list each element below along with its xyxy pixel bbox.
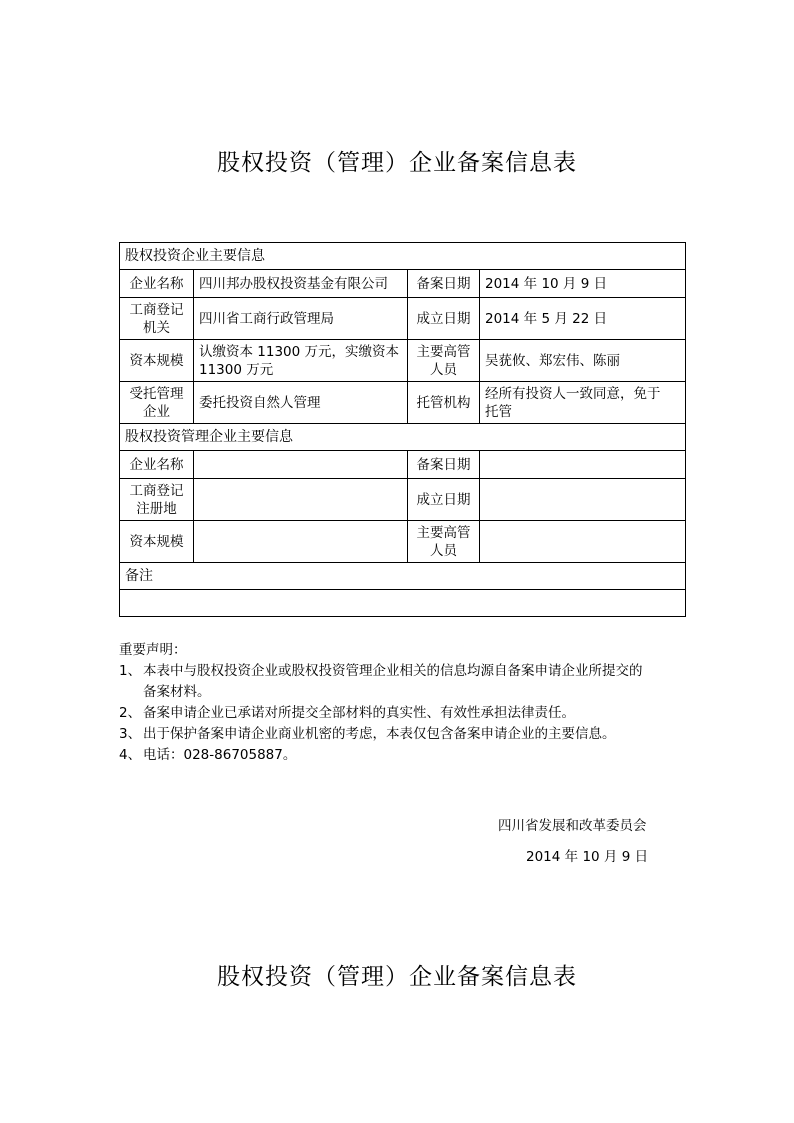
value-enterprise-name [194,451,408,479]
value-registration-authority: 四川省工商行政管理局 [194,298,408,340]
notice-item [119,745,699,766]
label-line: 企业 [143,403,170,420]
section-heading-investment-enterprise: 股权投资企业主要信息 [120,243,686,270]
value-entrusted-management: 委托投资自然人管理 [194,382,408,424]
value-custodian [480,382,686,424]
notice-item [119,661,699,703]
value-line: 11300 万元 [199,361,274,378]
value-capital-scale [194,340,408,382]
page-title: 股权投资（管理）企业备案信息表 [217,150,577,176]
notice-line: 备案材料。 [143,684,211,700]
label-capital-scale: 资本规模 [120,521,194,563]
notice-line: 电话：028-86705887。 [143,747,297,763]
label-line: 主要高管 [416,343,471,360]
label-line: 工商登记 [129,482,184,499]
value-registered-location [194,479,408,521]
notice-line: 备案申请企业已承诺对所提交全部材料的真实性、有效性承担法律责任。 [143,705,575,721]
label-registration-authority [120,298,194,340]
value-filing-date: 2014 年 10 月 9 日 [480,270,686,298]
label-line: 人员 [430,542,457,559]
important-notice [119,640,699,766]
notice-number: 2、 [119,705,142,721]
signature-date: 2014 年 10 月 9 日 [526,849,649,865]
registration-info-table [119,242,686,617]
value-establish-date [480,479,686,521]
label-line: 工商登记 [129,301,184,318]
label-establish-date: 成立日期 [408,298,480,340]
value-enterprise-name: 四川邦办股权投资基金有限公司 [194,270,408,298]
value-line: 托管 [485,403,512,420]
label-line: 注册地 [136,500,177,517]
remarks-heading: 备注 [120,563,686,590]
notice-text [143,745,699,766]
label-line: 主要高管 [416,524,471,541]
label-line: 人员 [430,361,457,378]
notice-line: 出于保护备案申请企业商业机密的考虑，本表仅包含备案申请企业的主要信息。 [143,726,616,742]
value-capital-scale [194,521,408,563]
notice-item [119,703,699,724]
issuing-organization: 四川省发展和改革委员会 [498,818,647,834]
label-capital-scale: 资本规模 [120,340,194,382]
notice-number: 1、 [119,663,142,679]
value-line: 经所有投资人一致同意，免于 [485,385,661,402]
notice-number: 4、 [119,747,142,763]
notice-line: 本表中与股权投资企业或股权投资管理企业相关的信息均源自备案申请企业所提交的 [143,663,643,679]
label-entrusted-management [120,382,194,424]
page-title-repeat: 股权投资（管理）企业备案信息表 [217,964,577,990]
label-senior-management [408,340,480,382]
notice-heading: 重要声明： [119,642,187,658]
label-filing-date: 备案日期 [408,451,480,479]
label-line: 机关 [143,319,170,336]
label-enterprise-name: 企业名称 [120,451,194,479]
section-heading-management-enterprise: 股权投资管理企业主要信息 [120,424,686,451]
label-line: 受托管理 [129,385,184,402]
value-filing-date [480,451,686,479]
value-senior-management [480,521,686,563]
value-line: 认缴资本 11300 万元，实缴资本 [199,343,400,360]
label-registered-location [120,479,194,521]
label-custodian: 托管机构 [408,382,480,424]
notice-number: 3、 [119,726,142,742]
label-filing-date: 备案日期 [408,270,480,298]
notice-text [143,661,699,703]
remarks-content [120,590,686,617]
notice-text [143,703,699,724]
label-establish-date: 成立日期 [408,479,480,521]
label-senior-management [408,521,480,563]
notice-item [119,724,699,745]
label-enterprise-name: 企业名称 [120,270,194,298]
notice-text [143,724,699,745]
value-establish-date: 2014 年 5 月 22 日 [480,298,686,340]
value-senior-management: 吴莸攸、郑宏伟、陈丽 [480,340,686,382]
